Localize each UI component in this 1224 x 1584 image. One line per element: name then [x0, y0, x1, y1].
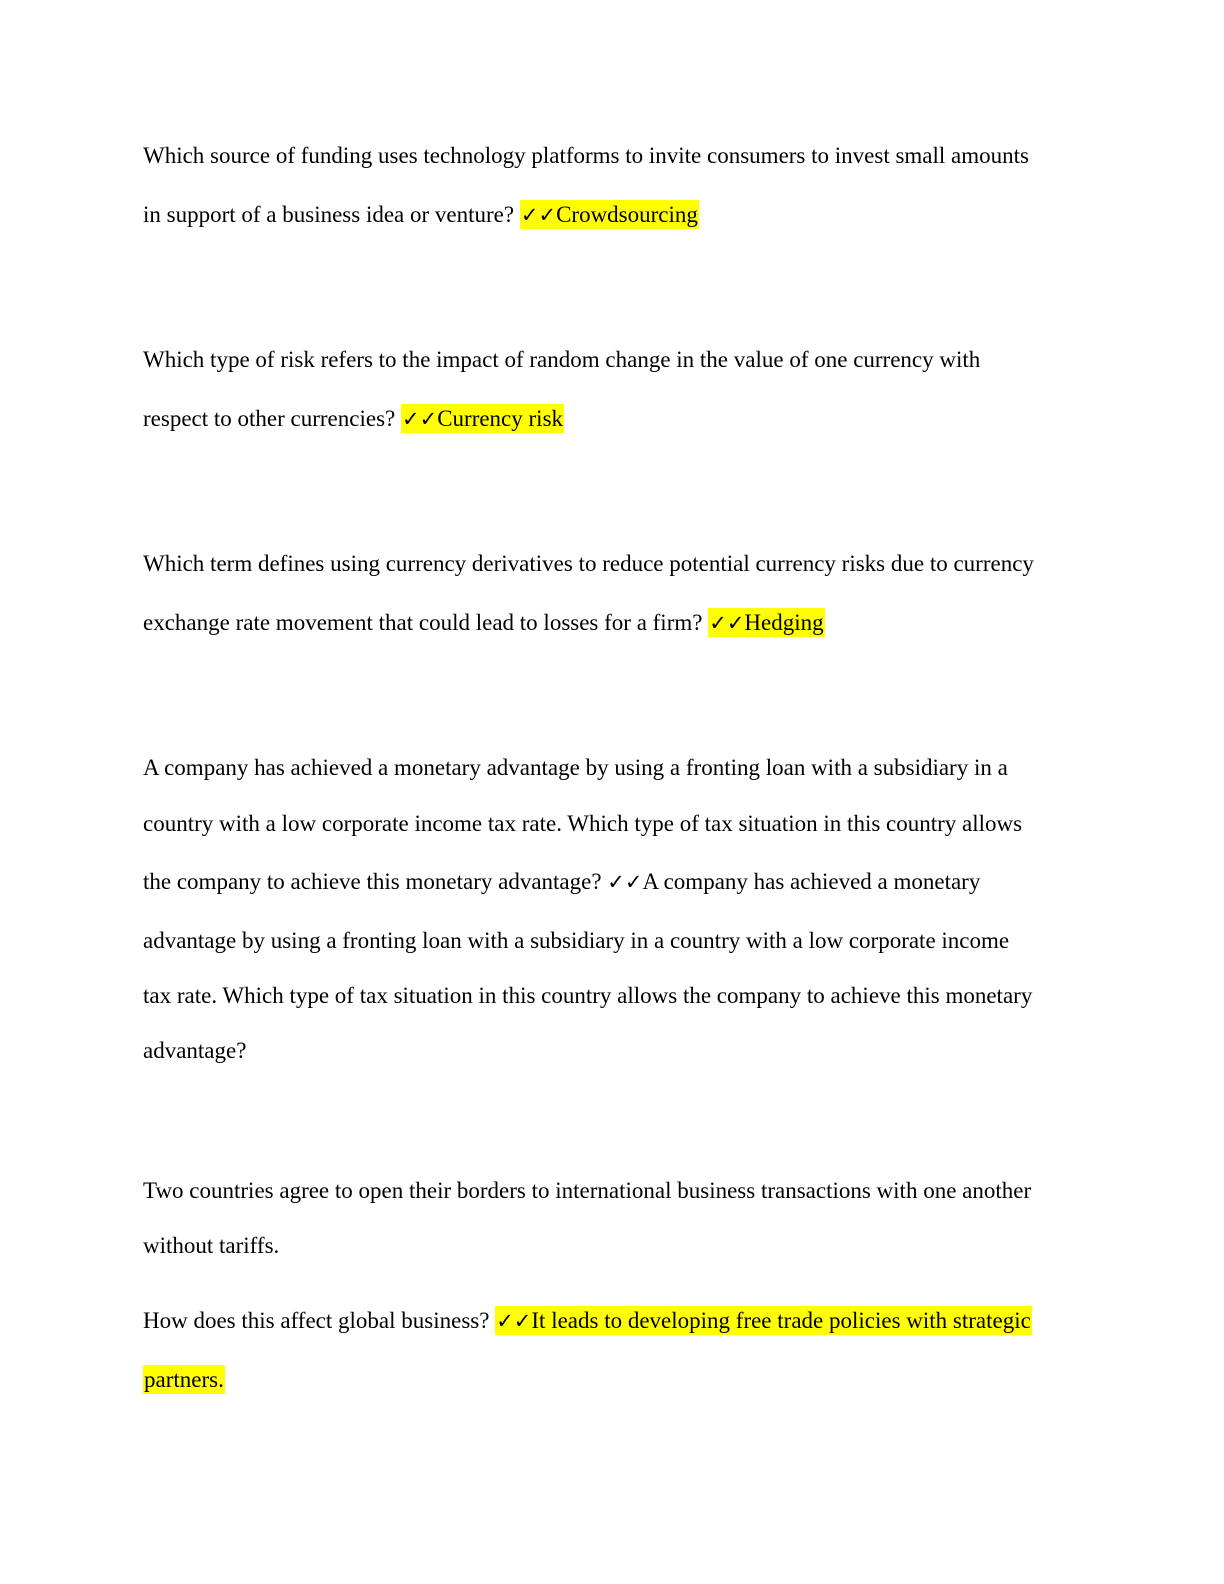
question-4-line-1 — [143, 753, 1008, 783]
question-2-text-2: respect to other currencies? — [143, 406, 401, 431]
question-3-line-1 — [143, 549, 1034, 579]
answer-5-text-1: It leads to developing free trade policies with strategic — [531, 1308, 1031, 1333]
answer-4-text-3: tax rate. Which type of tax situation in this country allows the company to achieve this monetary — [143, 983, 1033, 1008]
question-4-text-2: country with a low corporate income tax rate. Which type of tax situation in this country allows — [143, 811, 1023, 836]
answer-4-text-4: advantage? — [143, 1038, 247, 1063]
question-5-text-1: Two countries agree to open their borders to international business transactions with one another — [143, 1178, 1032, 1203]
answer-2-highlight — [401, 404, 564, 433]
answer-3-text: Hedging — [744, 610, 824, 635]
answer-1-highlight — [520, 200, 699, 229]
question-5-line-3 — [143, 1306, 1032, 1336]
question-2-line-2 — [143, 404, 564, 434]
question-1-text-2: in support of a business idea or venture? — [143, 202, 520, 227]
question-1-line-1 — [143, 141, 1029, 171]
question-5-line-2 — [143, 1231, 279, 1261]
question-5-text-3: How does this affect global business? — [143, 1308, 496, 1333]
question-3-text-1: Which term defines using currency derivatives to reduce potential currency risks due to currency — [143, 551, 1034, 576]
double-check-icon: ✓✓ — [520, 203, 557, 227]
question-2-line-1 — [143, 345, 980, 375]
answer-3-highlight — [708, 608, 824, 637]
answer-5-highlight-1 — [495, 1306, 1032, 1335]
question-5-text-2: without tariffs. — [143, 1233, 280, 1258]
answer-5-highlight-2 — [143, 1365, 225, 1394]
question-5-line-1 — [143, 1176, 1031, 1206]
answer-4-text-2: advantage by using a fronting loan with a subsidiary in a country with a low corporate income — [143, 928, 1010, 953]
answer-4-line-2 — [143, 926, 1009, 956]
answer-5-line-2 — [143, 1365, 225, 1395]
question-1-line-2 — [143, 200, 699, 230]
double-check-icon: ✓✓ — [401, 407, 438, 431]
answer-5-text-2: partners. — [144, 1367, 224, 1392]
answer-4-line-3 — [143, 981, 1032, 1011]
answer-1-text: Crowdsourcing — [556, 202, 698, 227]
answer-2-text: Currency risk — [437, 406, 564, 431]
question-3-line-2 — [143, 608, 825, 638]
question-4-line-3 — [143, 867, 980, 897]
double-check-icon: ✓✓ — [607, 870, 643, 894]
answer-4-line-4 — [143, 1036, 246, 1066]
question-1-text-1: Which source of funding uses technology platforms to invite consumers to invest small amounts — [143, 143, 1029, 168]
question-4-line-2 — [143, 809, 1022, 839]
question-2-text-1: Which type of risk refers to the impact of random change in the value of one currency with — [143, 347, 981, 372]
double-check-icon: ✓✓ — [709, 611, 745, 635]
question-4-text-1: A company has achieved a monetary advantage by using a fronting loan with a subsidiary in a — [143, 755, 1008, 780]
question-3-text-2: exchange rate movement that could lead to losses for a firm? — [143, 610, 709, 635]
question-4-text-3: the company to achieve this monetary advantage? — [143, 869, 608, 894]
double-check-icon: ✓✓ — [496, 1309, 532, 1333]
answer-4-text-1: A company has achieved a monetary — [642, 869, 981, 894]
